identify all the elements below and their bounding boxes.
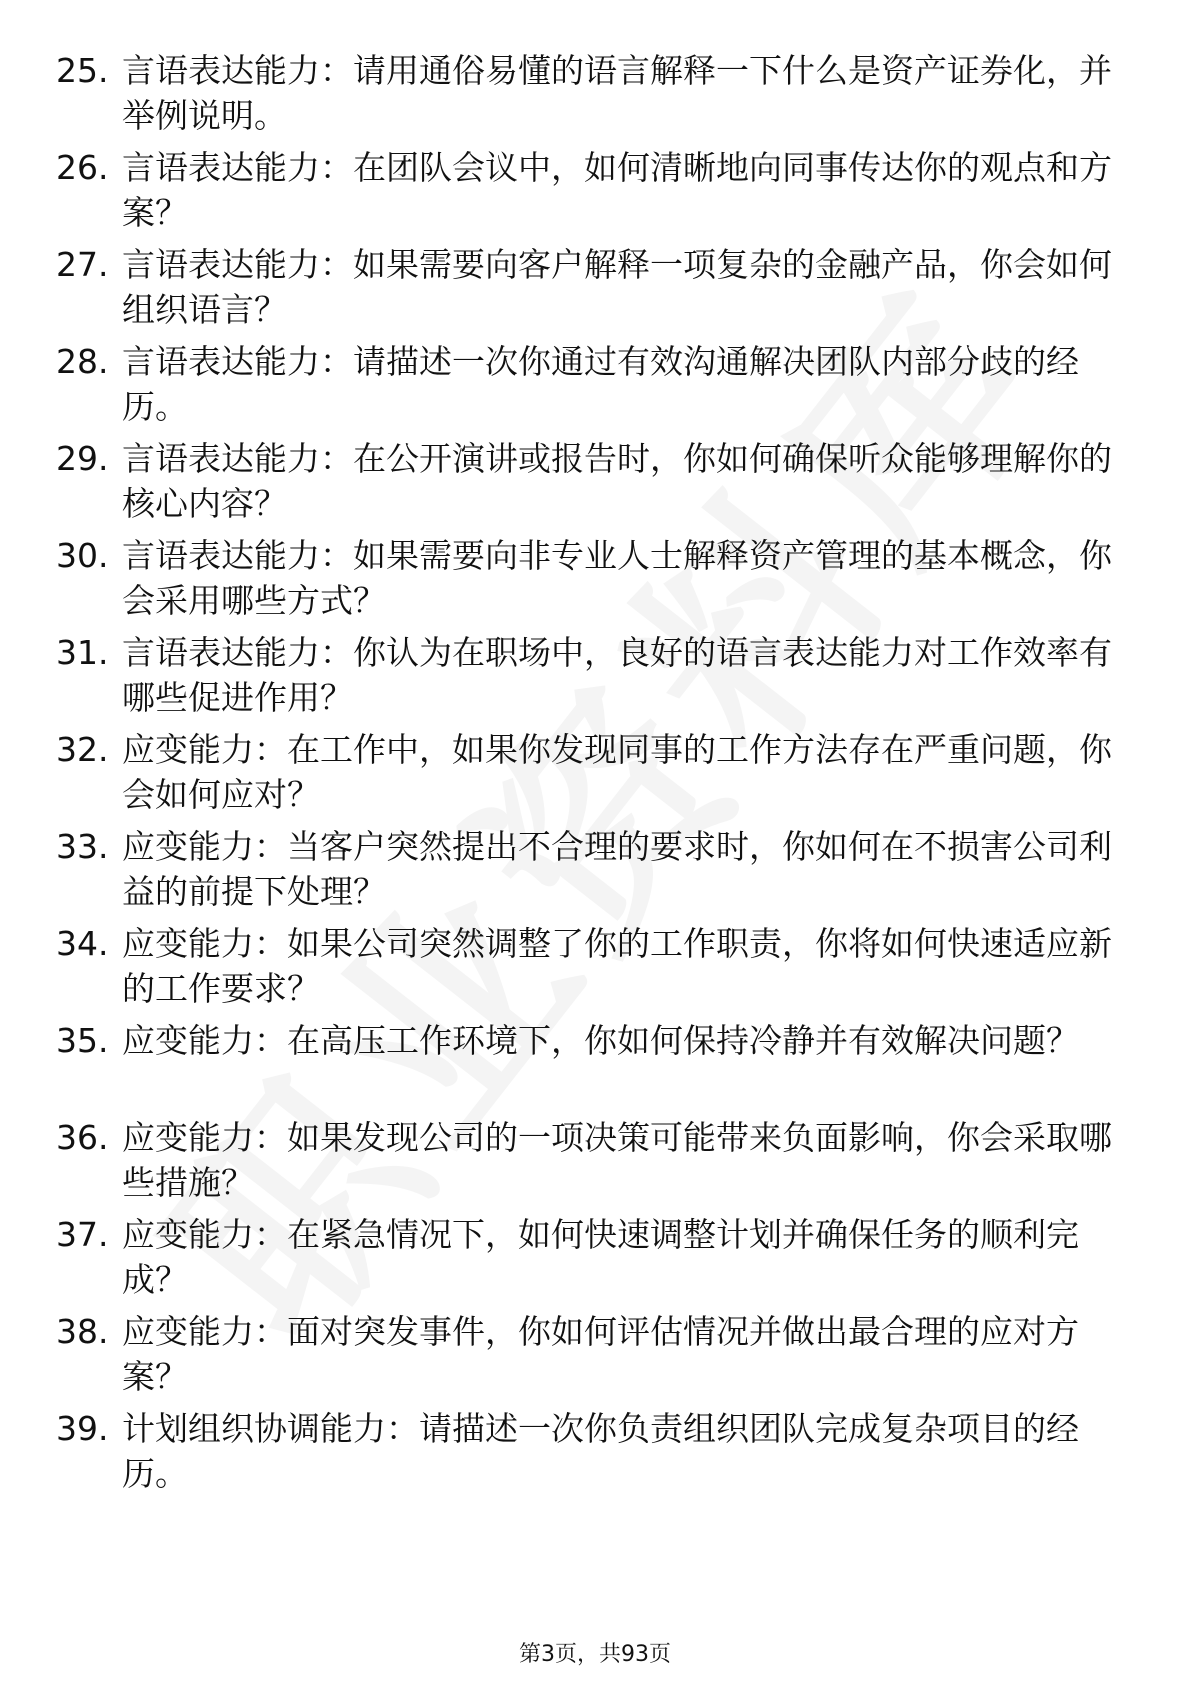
list-item: [56, 1018, 1116, 1115]
list-item: [56, 339, 1116, 436]
list-item: [56, 921, 1116, 1018]
list-item: [56, 727, 1116, 824]
question-text: 应变能力：如果发现公司的一项决策可能带来负面影响，你会采取哪些措施？: [122, 1118, 1112, 1202]
list-item: [56, 145, 1116, 242]
question-number: 28.: [56, 342, 109, 381]
list-item: [56, 824, 1116, 921]
question-text: 应变能力：面对突发事件，你如何评估情况并做出最合理的应对方案？: [122, 1312, 1079, 1396]
question-number: 35.: [56, 1021, 109, 1060]
question-text: 应变能力：在高压工作环境下，你如何保持冷静并有效解决问题？: [122, 1021, 1079, 1060]
question-text: 应变能力：在工作中，如果你发现同事的工作方法存在严重问题，你会如何应对？: [122, 730, 1112, 814]
question-number: 25.: [56, 51, 109, 90]
question-text: 言语表达能力：在公开演讲或报告时，你如何确保听众能够理解你的核心内容？: [122, 439, 1112, 523]
question-text: 言语表达能力：请用通俗易懂的语言解释一下什么是资产证券化，并举例说明。: [122, 51, 1112, 135]
question-number: 32.: [56, 730, 109, 769]
question-list: [56, 48, 1116, 1503]
question-number: 27.: [56, 245, 109, 284]
question-text: 应变能力：在紧急情况下，如何快速调整计划并确保任务的顺利完成？: [122, 1215, 1079, 1299]
list-item: [56, 1406, 1116, 1503]
question-text: 计划组织协调能力：请描述一次你负责组织团队完成复杂项目的经历。: [122, 1409, 1079, 1493]
question-text: 应变能力：如果公司突然调整了你的工作职责，你将如何快速适应新的工作要求？: [122, 924, 1112, 1008]
question-text: 言语表达能力：如果需要向非专业人士解释资产管理的基本概念，你会采用哪些方式？: [122, 536, 1112, 620]
page-number-footer: 第3页，共93页: [519, 1642, 671, 1667]
question-number: 26.: [56, 148, 109, 187]
question-number: 37.: [56, 1215, 109, 1254]
question-number: 29.: [56, 439, 109, 478]
question-number: 36.: [56, 1118, 109, 1157]
question-number: 33.: [56, 827, 109, 866]
list-item: [56, 48, 1116, 145]
list-item: [56, 436, 1116, 533]
list-item: [56, 1309, 1116, 1406]
question-text: 言语表达能力：在团队会议中，如何清晰地向同事传达你的观点和方案？: [122, 148, 1112, 232]
question-number: 38.: [56, 1312, 109, 1351]
question-number: 34.: [56, 924, 109, 963]
question-text: 言语表达能力：请描述一次你通过有效沟通解决团队内部分歧的经历。: [122, 342, 1079, 426]
question-text: 言语表达能力：如果需要向客户解释一项复杂的金融产品，你会如何组织语言？: [122, 245, 1112, 329]
list-item: [56, 1115, 1116, 1212]
question-text: 应变能力：当客户突然提出不合理的要求时，你如何在不损害公司利益的前提下处理？: [122, 827, 1112, 911]
question-number: 31.: [56, 633, 109, 672]
question-text: 言语表达能力：你认为在职场中，良好的语言表达能力对工作效率有哪些促进作用？: [122, 633, 1112, 717]
list-item: [56, 242, 1116, 339]
list-item: [56, 630, 1116, 727]
question-number: 30.: [56, 536, 109, 575]
list-item: [56, 533, 1116, 630]
list-item: [56, 1212, 1116, 1309]
question-number: 39.: [56, 1409, 109, 1448]
